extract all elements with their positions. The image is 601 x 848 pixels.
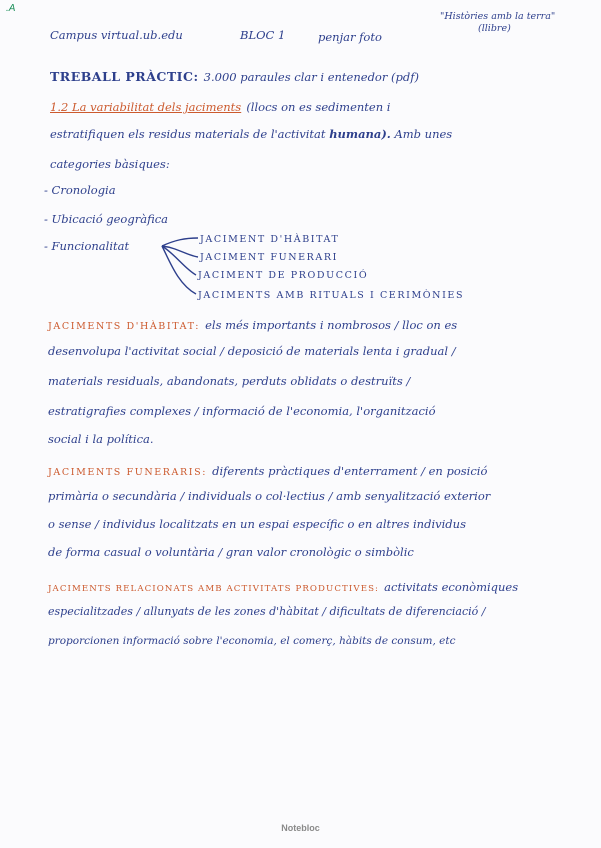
habitat-line: materials residuals, abandonats, perduts oblidats o destruïts / (48, 374, 411, 388)
type-item: JACIMENT DE PRODUCCIÓ (198, 270, 369, 281)
produccio-line: especialitzades / allunyats de les zones d'hàbitat / dificultats de diferenciació / (48, 605, 486, 618)
habitat-line: estratigrafies complexes / informació de l'economia, l'organització (48, 404, 436, 418)
section-intro-3: categories bàsiques: (50, 157, 170, 171)
type-item: JACIMENTS AMB RITUALS I CERIMÒNIES (198, 290, 465, 301)
produccio-line: activitats econòmiques (384, 580, 519, 594)
section-intro-2-end: Amb unes (394, 127, 453, 141)
funerari-line: primària o secundària / individuals o col·lectius / amb senyalització exterior (48, 489, 491, 503)
category-item: - Cronologia (44, 183, 116, 197)
funerari-label: JACIMENTS FUNERARIS: (48, 467, 208, 478)
header-middle: BLOC 1 (240, 28, 286, 42)
section-title: 1.2 La variabilitat dels jaciments (50, 100, 242, 114)
habitat-first-line (48, 314, 457, 333)
header-right: penjar foto (318, 30, 382, 44)
funerari-line: de forma casual o voluntària / gran valor cronològic o simbòlic (48, 545, 414, 559)
category-item: - Ubicació geogràfica (44, 212, 169, 226)
habitat-label: JACIMENTS D'HÀBITAT: (48, 321, 200, 332)
funerari-first-line (48, 460, 487, 479)
section-intro-bold: humana). (329, 127, 391, 141)
assignment-label: TREBALL PRÀCTIC: (50, 69, 199, 84)
produccio-label: JACIMENTS RELACIONATS AMB ACTIVITATS PRODUCTIVES: (48, 584, 380, 594)
section-intro-1: (llocs on es sedimenten i (246, 100, 391, 114)
header-note-line1: "Històries amb la terra" (440, 11, 556, 22)
type-item: JACIMENT D'HÀBITAT (200, 234, 340, 245)
header-note-line2: (llibre) (478, 23, 511, 34)
notebook-brand: Notebloc (281, 823, 320, 833)
habitat-line: desenvolupa l'activitat social / deposició de materials lenta i gradual / (48, 344, 456, 358)
produccio-line: proporcionen informació sobre l'economia, el comerç, hàbits de consum, etc (48, 635, 456, 647)
produccio-first-line (48, 576, 518, 595)
corner-mark: .A (6, 3, 16, 14)
header-left: Campus virtual.ub.edu (50, 28, 183, 42)
type-item: JACIMENT FUNERARI (200, 252, 338, 263)
funerari-line: o sense / individus localitzats en un espai específic o en altres individus (48, 517, 466, 531)
section-intro-2: estratifiquen els residus materials de l'activitat (50, 127, 326, 141)
funerari-line: diferents pràctiques d'enterrament / en posició (212, 464, 488, 478)
assignment-text: 3.000 paraules clar i entenedor (pdf) (203, 70, 419, 84)
category-item: - Funcionalitat (44, 239, 130, 253)
habitat-line: social i la política. (48, 432, 154, 446)
habitat-line: els més importants i nombrosos / lloc on es (205, 318, 458, 332)
